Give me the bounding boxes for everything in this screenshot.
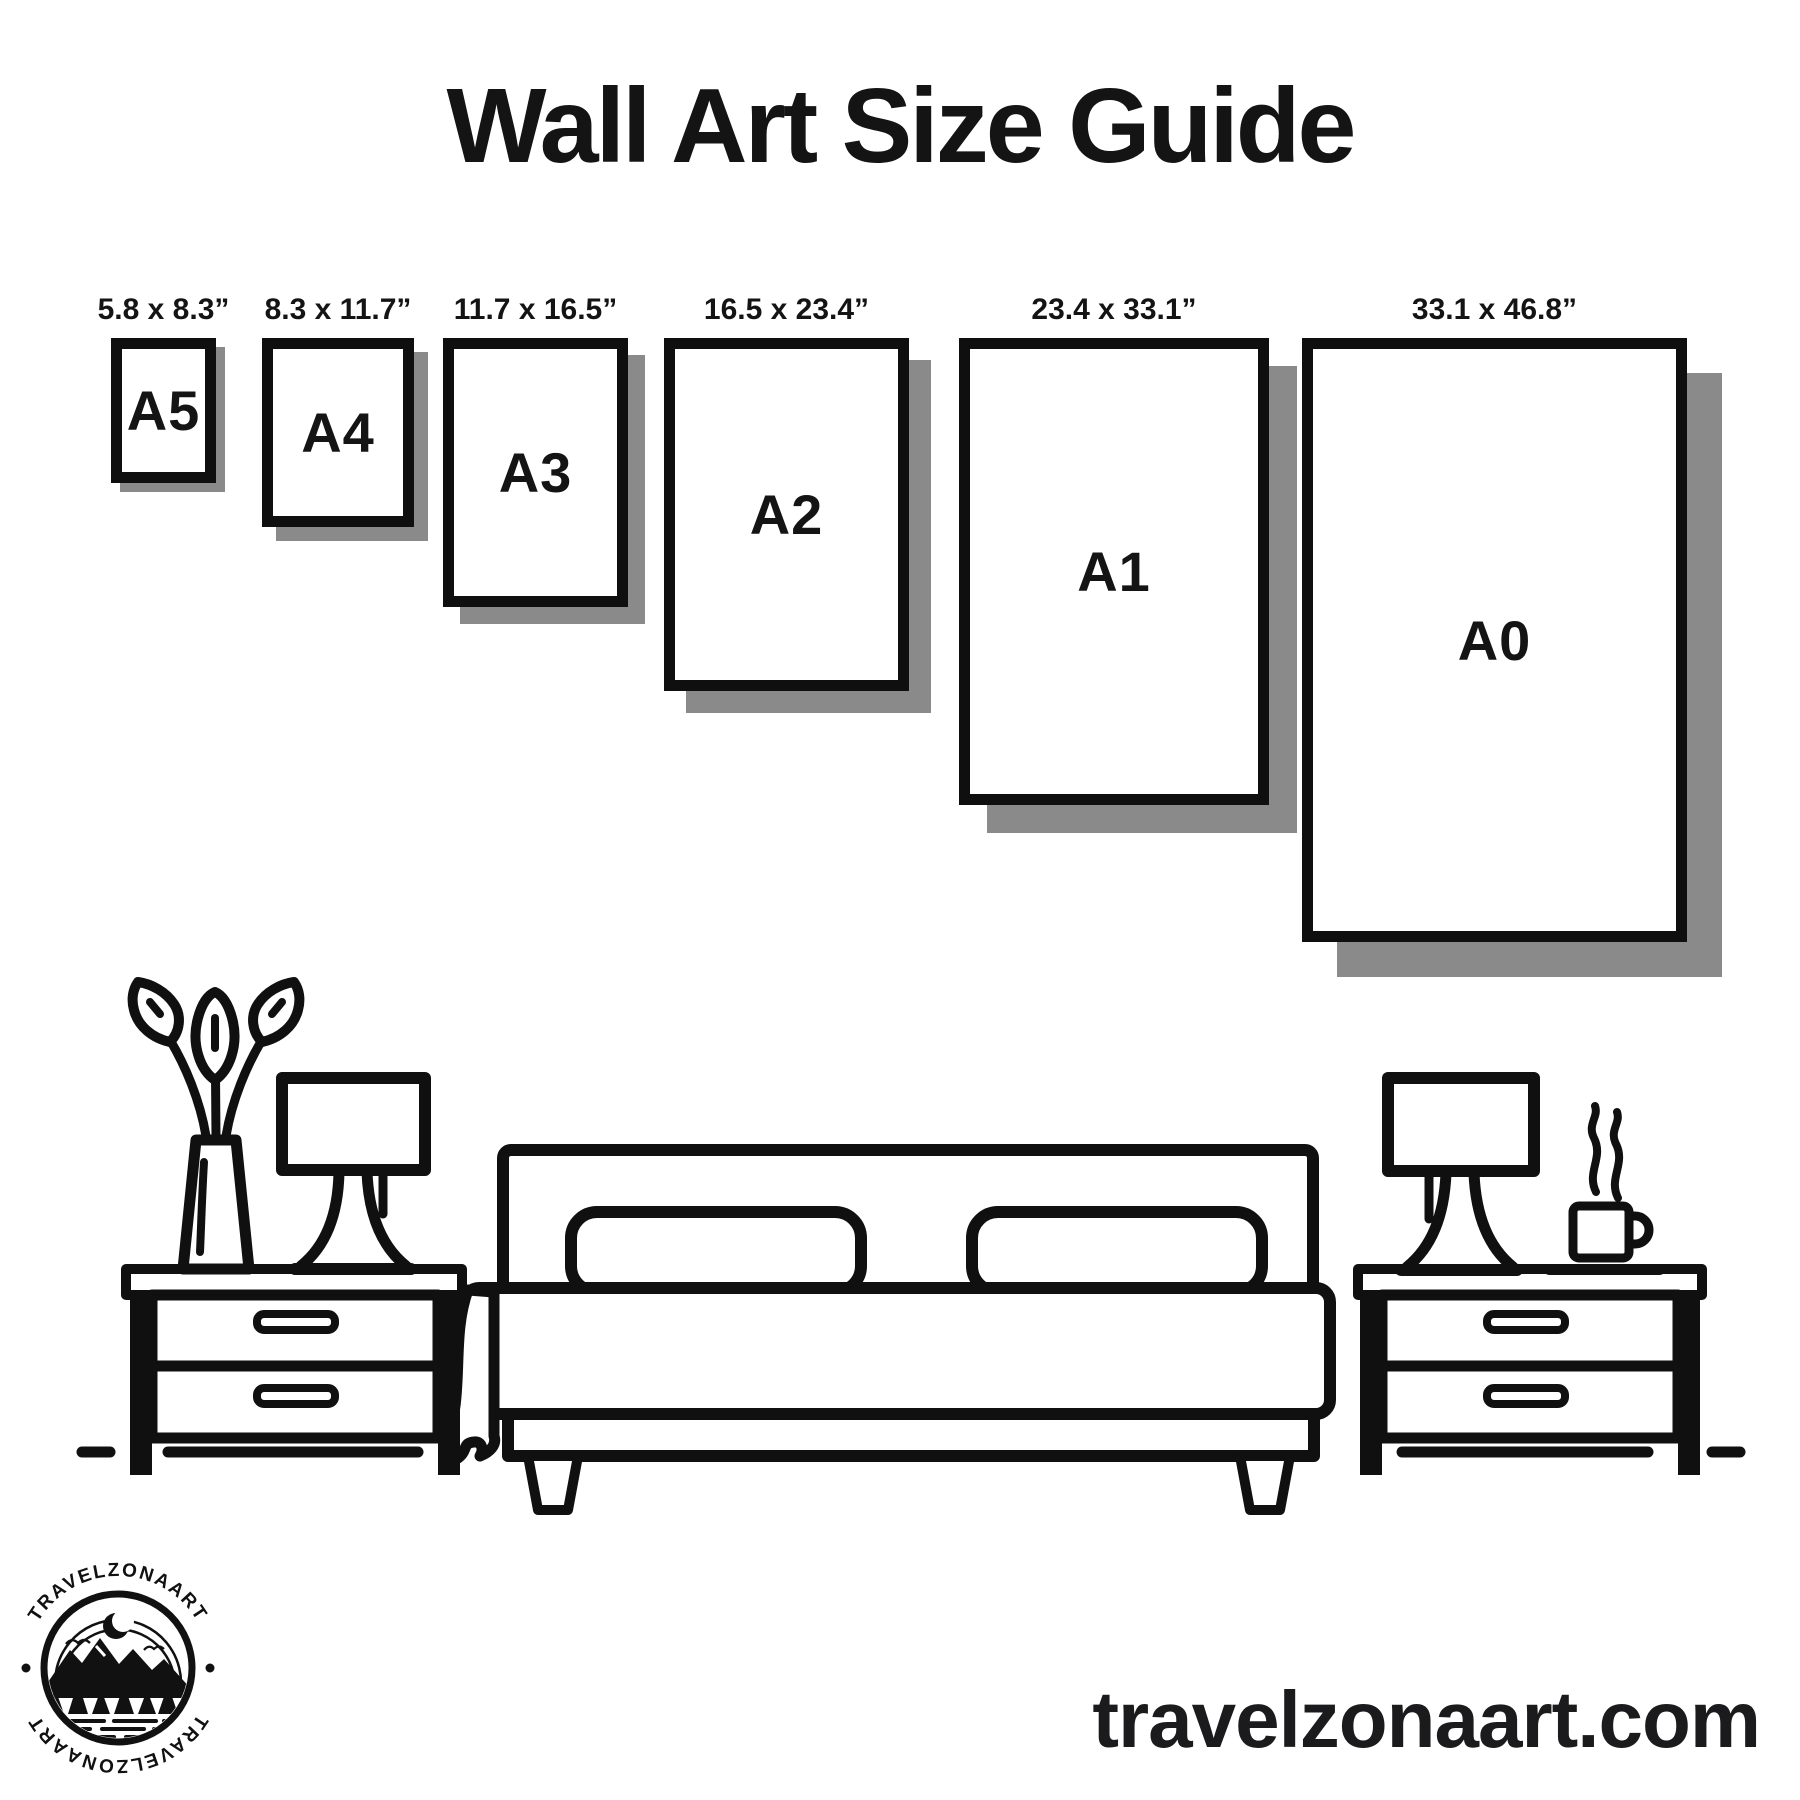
table-lamp-right-icon	[1388, 1078, 1534, 1270]
logo-text-bottom: TRAVELZONAART	[24, 1710, 212, 1777]
pillow-left-icon	[571, 1212, 861, 1292]
logo-text-top: TRAVELZONAART	[24, 1559, 212, 1626]
frame-dimensions-label-a5: 5.8 x 8.3”	[97, 293, 230, 326]
website-url: travelzonaart.com	[1092, 1675, 1760, 1764]
table-lamp-left-icon	[282, 1078, 425, 1269]
frame-dimensions-label-a1: 23.4 x 33.1”	[1031, 293, 1197, 326]
separator-dot	[206, 1664, 215, 1673]
drawer-handle	[1487, 1388, 1565, 1404]
bed-icon	[444, 1150, 1330, 1510]
frame-size-letter: A3	[498, 441, 573, 504]
frame-dimensions-label-a0: 33.1 x 46.8”	[1411, 293, 1578, 326]
frame-size-letter: A0	[1457, 608, 1532, 672]
drawer-handle	[1487, 1314, 1565, 1330]
frame-size-letter: A2	[749, 483, 824, 546]
frame-dimensions-label-a3: 11.7 x 16.5”	[453, 293, 618, 326]
frame-dimensions-label-a4: 8.3 x 11.7”	[264, 293, 412, 326]
steam-icon	[1592, 1106, 1597, 1192]
steam-icon	[1614, 1112, 1619, 1198]
nightstand-left-icon	[126, 1269, 462, 1475]
plant-vase-icon	[133, 982, 300, 1269]
travelzonaart-logo	[16, 1556, 221, 1784]
frame-dimensions-label-a2: 16.5 x 23.4”	[703, 293, 870, 326]
separator-dot	[22, 1664, 31, 1673]
page-title: Wall Art Size Guide	[446, 67, 1354, 185]
frame-size-letter: A4	[301, 401, 375, 464]
frame-size-letter: A5	[126, 379, 201, 442]
coffee-cup-icon	[1549, 1106, 1660, 1270]
drawer-handle	[257, 1314, 335, 1330]
pillow-right-icon	[972, 1212, 1262, 1292]
nightstand-right-icon	[1358, 1269, 1702, 1475]
drawer-handle	[257, 1388, 335, 1404]
frame-size-letter: A1	[1077, 540, 1151, 603]
